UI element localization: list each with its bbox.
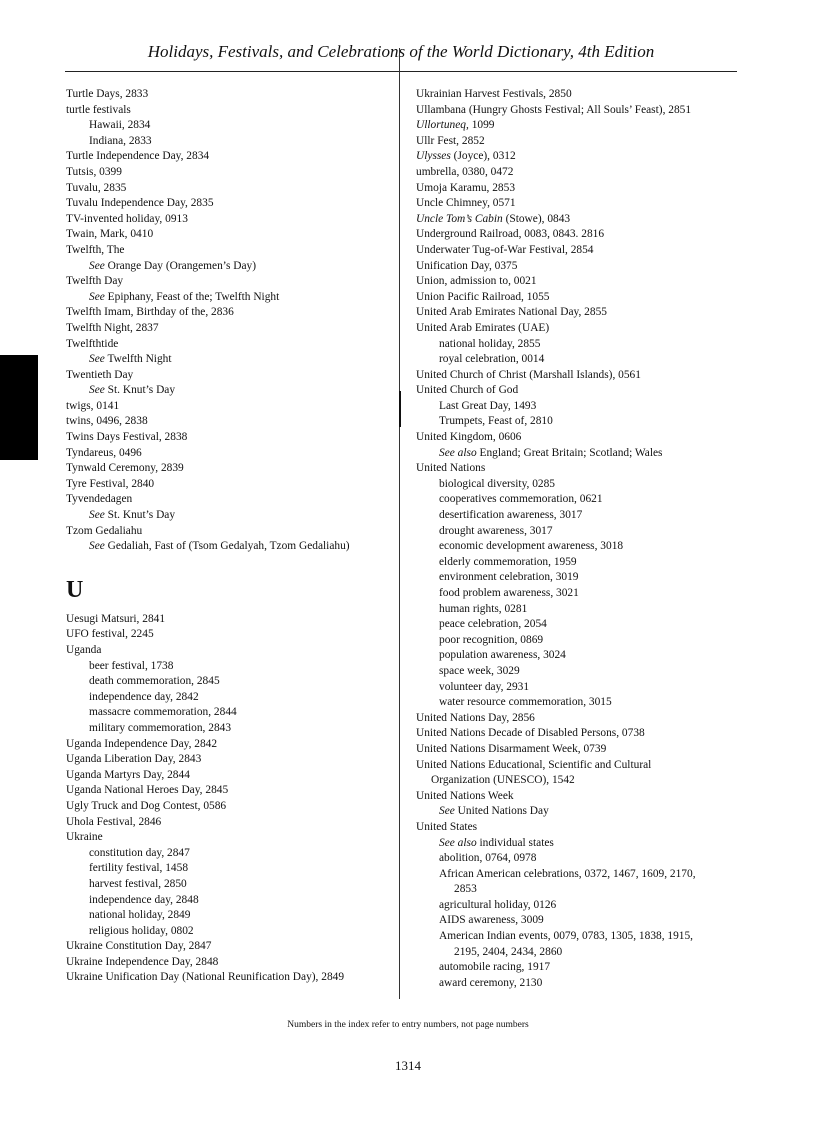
index-entry — [416, 617, 741, 633]
index-entry — [66, 939, 394, 955]
entry-text: umbrella, 0380, 0472 — [416, 165, 514, 178]
index-entry — [416, 804, 741, 820]
index-entry — [66, 612, 394, 628]
index-entry — [66, 212, 394, 228]
index-entry — [416, 368, 741, 384]
entry-text: desertification awareness, 3017 — [439, 509, 583, 522]
entry-text: automobile racing, 1917 — [439, 961, 551, 974]
entry-italic-text: See also — [439, 836, 477, 849]
entry-text: Ugly Truck and Dog Contest, 0586 — [66, 799, 227, 812]
index-entry — [66, 799, 394, 815]
index-entry — [66, 337, 394, 353]
left-entries-before — [66, 87, 394, 555]
index-entry — [416, 414, 741, 430]
entry-text: Indiana, 2833 — [89, 134, 152, 147]
index-entry — [66, 643, 394, 659]
index-entry — [416, 960, 741, 976]
entry-text: Turtle Independence Day, 2834 — [66, 150, 210, 163]
index-entry — [416, 929, 741, 945]
entry-text: Tyvendedagen — [66, 493, 133, 506]
entry-text: volunteer day, 2931 — [439, 680, 530, 693]
index-entry — [416, 352, 741, 368]
index-entry — [416, 851, 741, 867]
index-entry — [416, 337, 741, 353]
entry-text: Epiphany, Feast of the; Twelfth Night — [104, 290, 280, 303]
entry-text: Uganda — [66, 644, 102, 656]
entry-text: Tzom Gedaliahu — [66, 524, 143, 537]
entry-text: population awareness, 3024 — [439, 649, 566, 662]
index-entry — [66, 955, 394, 971]
index-entry — [416, 664, 741, 680]
index-entry — [416, 243, 741, 259]
index-entry — [416, 274, 741, 290]
entry-text: 1099 — [468, 119, 495, 132]
entry-text: Underwater Tug-of-War Festival, 2854 — [416, 243, 594, 256]
left-entries-after — [66, 612, 394, 986]
index-entry — [416, 492, 741, 508]
entry-italic-text: See — [89, 353, 105, 366]
index-entry — [416, 134, 741, 150]
index-entry — [416, 898, 741, 914]
entry-italic-text: See also — [439, 446, 477, 459]
index-entry — [66, 659, 394, 675]
index-entry — [66, 399, 394, 415]
index-entry — [66, 196, 394, 212]
entry-text: constitution day, 2847 — [89, 846, 190, 859]
entry-text: Twelfth Imam, Birthday of the, 2836 — [66, 306, 234, 319]
entry-text: national holiday, 2855 — [439, 337, 541, 350]
index-entry — [416, 570, 741, 586]
entry-text: England; Great Britain; Scotland; Wales — [476, 446, 663, 459]
index-entry — [416, 539, 741, 555]
entry-text: fertility festival, 1458 — [89, 862, 189, 875]
index-entry — [416, 711, 741, 727]
right-column — [416, 87, 741, 991]
entry-text: agricultural holiday, 0126 — [439, 898, 557, 911]
index-entry — [416, 165, 741, 181]
entry-text: Umoja Karamu, 2853 — [416, 181, 516, 194]
index-entry — [416, 695, 741, 711]
index-entry — [66, 352, 394, 368]
entry-text: Twelfth Day — [66, 275, 124, 288]
entry-text: Uncle Chimney, 0571 — [416, 197, 516, 210]
index-entry — [66, 430, 394, 446]
entry-text: environment celebration, 3019 — [439, 571, 579, 584]
index-entry — [66, 970, 394, 986]
index-entry — [66, 305, 394, 321]
column-divider-accent — [399, 391, 401, 427]
index-entry — [416, 149, 741, 165]
entry-text: poor recognition, 0869 — [439, 633, 544, 646]
entry-text: United Nations Week — [416, 789, 514, 802]
index-entry — [66, 87, 394, 103]
entry-text: Underground Railroad, 0083, 0843. 2816 — [416, 228, 605, 241]
section-letter-heading: U — [66, 576, 84, 603]
index-entry — [66, 446, 394, 462]
index-entry — [66, 492, 394, 508]
index-entry — [416, 555, 741, 571]
index-entry — [66, 259, 394, 275]
index-entry — [66, 508, 394, 524]
index-entry — [416, 680, 741, 696]
column-divider — [399, 48, 400, 999]
index-entry — [416, 976, 741, 992]
entry-text: Orange Day (Orangemen’s Day) — [104, 259, 256, 272]
index-entry — [66, 893, 394, 909]
index-entry — [66, 768, 394, 784]
entry-text: peace celebration, 2054 — [439, 618, 547, 631]
entry-text: St. Knut’s Day — [104, 384, 176, 397]
entry-text: 2853 — [454, 883, 477, 896]
index-entry — [416, 227, 741, 243]
index-entry — [66, 690, 394, 706]
thumb-index-tab — [0, 355, 38, 460]
index-entry — [416, 867, 741, 883]
entry-text: Tynwald Ceremony, 2839 — [66, 462, 184, 475]
entry-text: beer festival, 1738 — [89, 659, 174, 672]
entry-text: Turtle Days, 2833 — [66, 88, 149, 100]
index-entry — [416, 103, 741, 119]
index-entry — [416, 508, 741, 524]
entry-text: death commemoration, 2845 — [89, 675, 220, 688]
index-entry — [416, 446, 741, 462]
index-entry — [66, 815, 394, 831]
index-entry — [416, 259, 741, 275]
index-entry — [66, 846, 394, 862]
index-entry — [66, 830, 394, 846]
index-entry — [66, 227, 394, 243]
index-entry — [416, 726, 741, 742]
entry-text: African American celebrations, 0372, 1467, 1609, 2170, — [439, 867, 696, 880]
index-entry — [66, 627, 394, 643]
index-entry — [66, 752, 394, 768]
entry-text: Ukrainian Harvest Festivals, 2850 — [416, 88, 572, 100]
entry-text: economic development awareness, 3018 — [439, 540, 624, 553]
entry-text: (Joyce), 0312 — [450, 150, 516, 163]
page-number: 1314 — [395, 1058, 421, 1073]
index-entry — [416, 477, 741, 493]
entry-text: Unification Day, 0375 — [416, 259, 518, 272]
entry-text: Tyre Festival, 2840 — [66, 477, 155, 490]
entry-text: Tuvalu Independence Day, 2835 — [66, 197, 214, 210]
entry-text: harvest festival, 2850 — [89, 877, 187, 890]
entry-text: United Nations — [416, 462, 486, 475]
entry-text: Twelfthtide — [66, 337, 119, 350]
index-entry — [416, 586, 741, 602]
entry-text: Uganda National Heroes Day, 2845 — [66, 784, 229, 797]
index-entry — [416, 383, 741, 399]
index-entry — [66, 165, 394, 181]
index-entry — [416, 321, 741, 337]
entry-text: United Nations Disarmament Week, 0739 — [416, 742, 607, 755]
index-entry — [416, 882, 741, 898]
index-entry — [416, 945, 741, 961]
entry-text: United Church of Christ (Marshall Islands), 0561 — [416, 368, 641, 381]
index-entry — [66, 461, 394, 477]
index-entry — [416, 913, 741, 929]
entry-text: United Arab Emirates National Day, 2855 — [416, 306, 607, 319]
entry-text: space week, 3029 — [439, 664, 520, 677]
index-entry — [66, 368, 394, 384]
index-entry — [416, 602, 741, 618]
entry-text: Uesugi Matsuri, 2841 — [66, 612, 166, 625]
entry-text: United Church of God — [416, 384, 519, 397]
entry-text: Hawaii, 2834 — [89, 119, 151, 132]
header-rule — [65, 71, 737, 72]
index-entry — [66, 539, 394, 555]
index-entry — [66, 877, 394, 893]
index-entry — [66, 149, 394, 165]
entry-text: Last Great Day, 1493 — [439, 399, 537, 412]
entry-text: St. Knut’s Day — [104, 509, 176, 522]
entry-text: twigs, 0141 — [66, 399, 120, 412]
entry-text: elderly commemoration, 1959 — [439, 555, 577, 568]
entry-italic-text: See — [89, 509, 105, 522]
entry-text: Uganda Liberation Day, 2843 — [66, 753, 202, 766]
footer-note: Numbers in the index refer to entry numbers, not page numbers — [287, 1020, 529, 1030]
left-column — [66, 87, 394, 986]
entry-text: Twelfth, The — [66, 243, 125, 256]
index-entry — [416, 633, 741, 649]
index-entry — [66, 414, 394, 430]
entry-text: drought awareness, 3017 — [439, 524, 553, 537]
entry-text: (Stowe), 0843 — [502, 212, 571, 225]
entry-text: massacre commemoration, 2844 — [89, 706, 237, 719]
index-entry — [416, 87, 741, 103]
entry-text: independence day, 2848 — [89, 893, 199, 906]
index-entry — [66, 674, 394, 690]
entry-text: United States — [416, 820, 478, 833]
index-entry — [416, 212, 741, 228]
index-entry — [416, 820, 741, 836]
entry-text: national holiday, 2849 — [89, 909, 191, 922]
entry-text: independence day, 2842 — [89, 690, 199, 703]
entry-text: twins, 0496, 2838 — [66, 415, 148, 428]
entry-text: Union, admission to, 0021 — [416, 275, 537, 288]
index-entry — [66, 737, 394, 753]
entry-text: water resource commemoration, 3015 — [439, 696, 612, 709]
entry-italic-text: Ullortuneq, — [416, 119, 469, 132]
entry-text: biological diversity, 0285 — [439, 477, 555, 490]
index-entry — [66, 243, 394, 259]
entry-text: Trumpets, Feast of, 2810 — [439, 415, 553, 428]
entry-text: Twelfth Night, 2837 — [66, 321, 159, 334]
entry-text: food problem awareness, 3021 — [439, 587, 579, 599]
entry-text: Uganda Independence Day, 2842 — [66, 737, 218, 750]
index-entry — [416, 773, 741, 789]
index-entry — [66, 290, 394, 306]
index-entry — [416, 118, 741, 134]
index-entry — [416, 399, 741, 415]
index-entry — [66, 908, 394, 924]
entry-text: Twentieth Day — [66, 368, 134, 381]
entry-text: Ukraine Constitution Day, 2847 — [66, 940, 212, 953]
entry-text: UFO festival, 2245 — [66, 628, 154, 641]
index-entry — [416, 524, 741, 540]
entry-text: award ceremony, 2130 — [439, 976, 543, 989]
entry-text: Twain, Mark, 0410 — [66, 228, 154, 241]
index-entry — [66, 477, 394, 493]
right-entries — [416, 87, 741, 991]
entry-text: Tutsis, 0399 — [66, 165, 122, 178]
entry-text: cooperatives commemoration, 0621 — [439, 493, 603, 506]
entry-italic-text: See — [89, 290, 105, 303]
entry-italic-text: Ulysses — [416, 150, 451, 163]
index-entry — [416, 789, 741, 805]
index-entry — [66, 524, 394, 540]
index-entry — [416, 430, 741, 446]
index-entry — [66, 924, 394, 940]
entry-text: United Arab Emirates (UAE) — [416, 321, 550, 334]
entry-text: United Kingdom, 0606 — [416, 431, 522, 444]
entry-text: Twelfth Night — [104, 353, 172, 366]
entry-text: Uhola Festival, 2846 — [66, 815, 162, 828]
entry-text: Tyndareus, 0496 — [66, 446, 142, 459]
entry-text: Ukraine Independence Day, 2848 — [66, 955, 219, 968]
index-entry — [416, 742, 741, 758]
entry-text: United Nations Educational, Scientific and Cultural — [416, 758, 652, 771]
index-entry — [66, 118, 394, 134]
entry-text: TV-invented holiday, 0913 — [66, 212, 188, 225]
entry-text: military commemoration, 2843 — [89, 721, 232, 734]
index-entry — [66, 721, 394, 737]
index-entry — [416, 290, 741, 306]
index-entry — [66, 274, 394, 290]
entry-italic-text: Uncle Tom’s Cabin — [416, 212, 503, 225]
index-entry — [66, 181, 394, 197]
entry-text: Tuvalu, 2835 — [66, 181, 127, 194]
entry-text: Ukraine Unification Day (National Reunification Day), 2849 — [66, 971, 345, 984]
entry-text: religious holiday, 0802 — [89, 924, 194, 937]
index-entry — [416, 648, 741, 664]
index-entry — [416, 181, 741, 197]
index-entry — [66, 103, 394, 119]
entry-text: United Nations Decade of Disabled Persons, 0738 — [416, 727, 645, 740]
entry-text: Organization (UNESCO), 1542 — [431, 774, 575, 787]
entry-text: Twins Days Festival, 2838 — [66, 431, 188, 444]
entry-italic-text: See — [89, 384, 105, 397]
index-entry — [416, 305, 741, 321]
index-entry — [66, 705, 394, 721]
entry-italic-text: See — [439, 805, 455, 818]
entry-text: Ullambana (Hungry Ghosts Festival; All Souls’ Feast), 2851 — [416, 103, 692, 116]
entry-text: Uganda Martyrs Day, 2844 — [66, 768, 190, 781]
entry-text: turtle festivals — [66, 103, 131, 116]
entry-text: Ullr Fest, 2852 — [416, 134, 485, 147]
index-entry — [66, 783, 394, 799]
entry-text: Union Pacific Railroad, 1055 — [416, 290, 550, 303]
entry-text: abolition, 0764, 0978 — [439, 852, 537, 865]
entry-text: United Nations Day, 2856 — [416, 711, 535, 724]
index-entry — [416, 758, 741, 774]
entry-text: AIDS awareness, 3009 — [439, 914, 544, 927]
entry-text: Gedaliah, Fast of (Tsom Gedalyah, Tzom Gedaliahu) — [104, 540, 350, 553]
entry-text: United Nations Day — [454, 805, 549, 818]
entry-text: Ukraine — [66, 831, 103, 844]
entry-text: 2195, 2404, 2434, 2860 — [454, 945, 563, 958]
index-entry — [66, 861, 394, 877]
entry-text: individual states — [476, 836, 554, 849]
index-entry — [66, 134, 394, 150]
index-entry — [66, 321, 394, 337]
entry-italic-text: See — [89, 540, 105, 553]
entry-italic-text: See — [89, 259, 105, 272]
entry-text: royal celebration, 0014 — [439, 353, 545, 366]
index-entry — [66, 383, 394, 399]
index-entry — [416, 836, 741, 852]
index-entry — [416, 196, 741, 212]
entry-text: human rights, 0281 — [439, 602, 528, 615]
index-entry — [416, 461, 741, 477]
entry-text: American Indian events, 0079, 0783, 1305, 1838, 1915, — [439, 930, 694, 943]
running-head: Holidays, Festivals, and Celebrations of the World Dictionary, 4th Edition — [147, 42, 655, 61]
